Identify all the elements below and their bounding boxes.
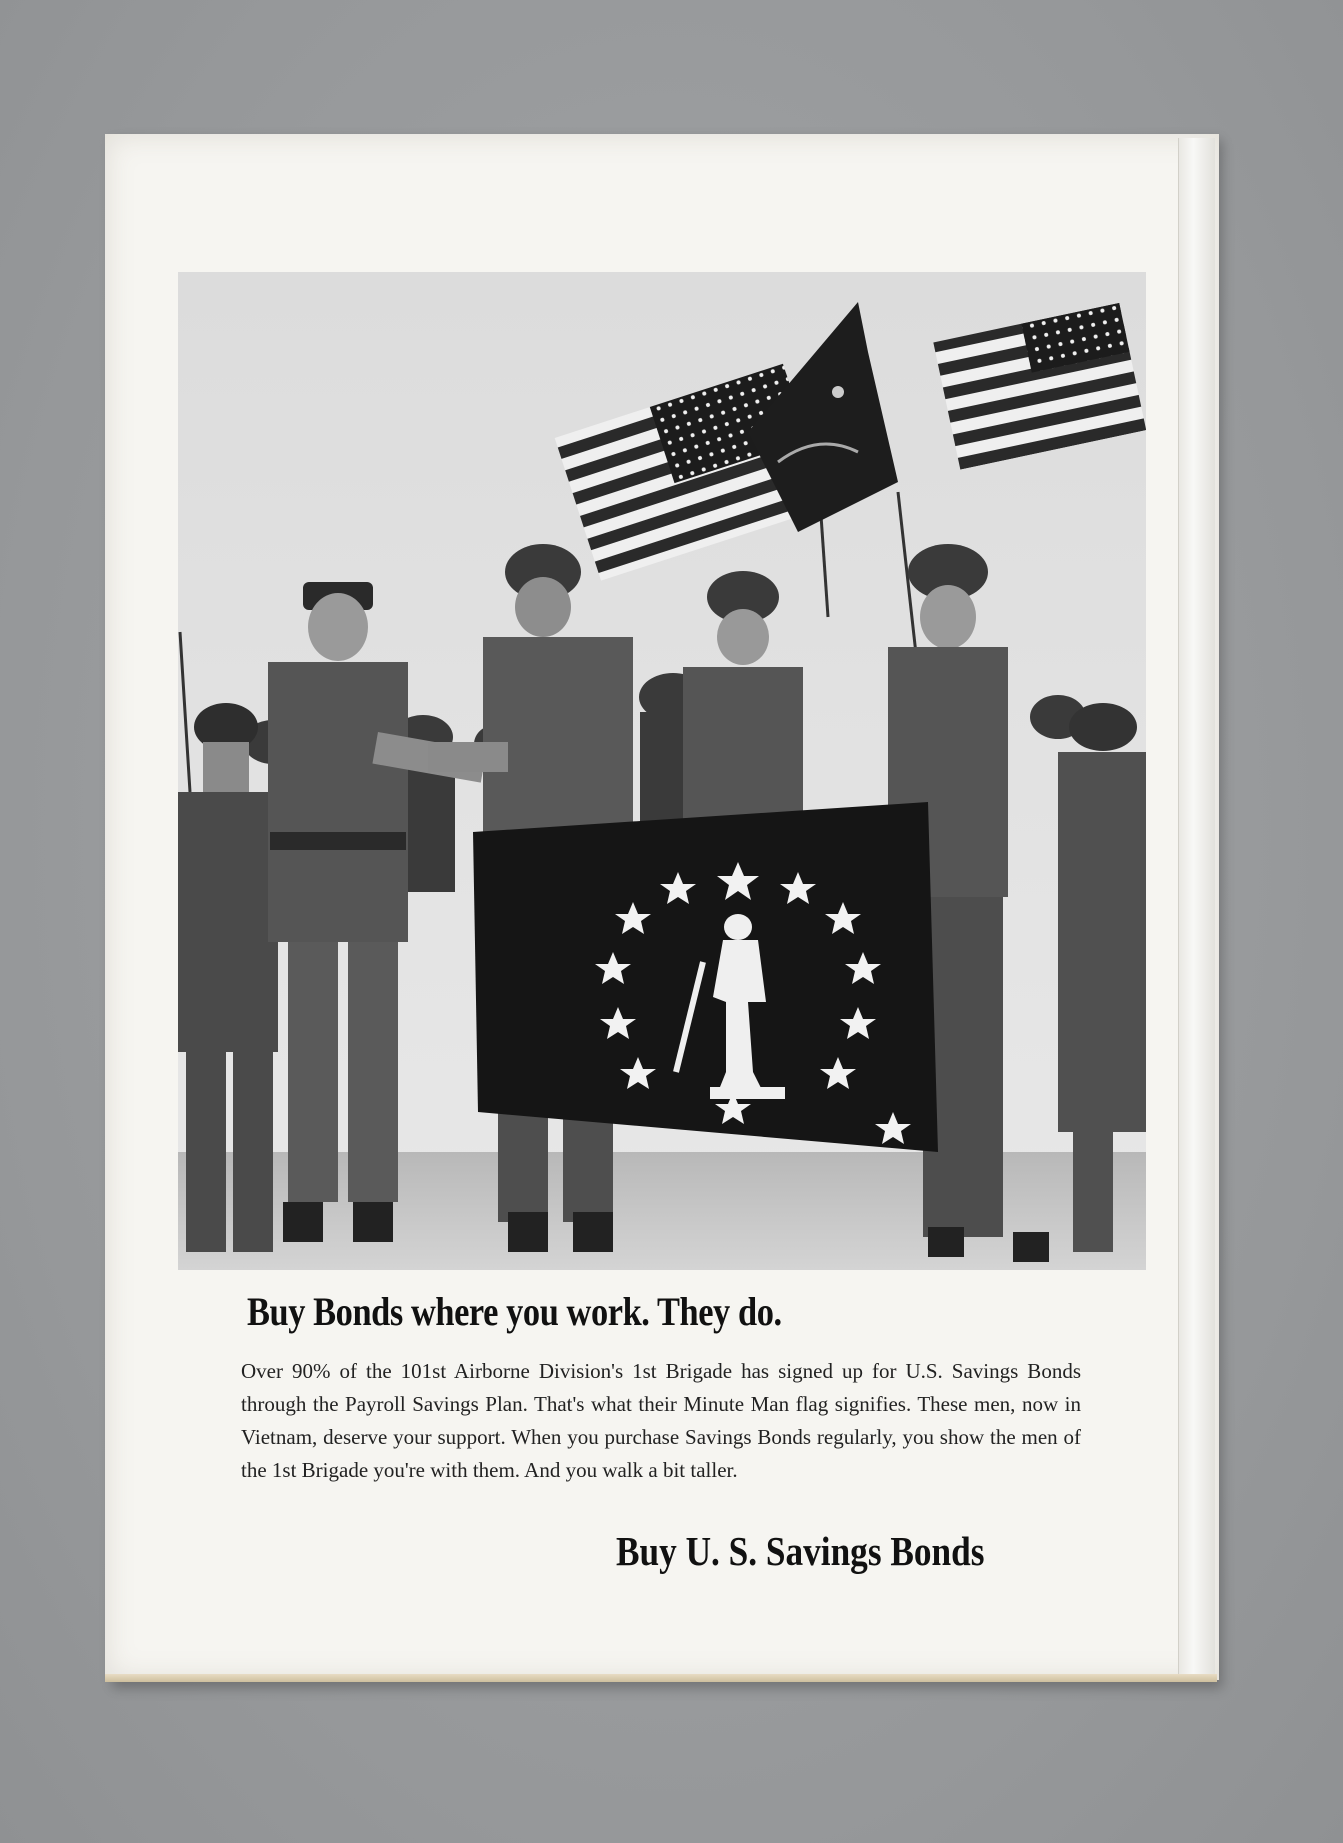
ad-tagline: Buy U. S. Savings Bonds — [616, 1528, 985, 1574]
minute-man-flag-icon — [473, 802, 938, 1152]
soldiers-photograph — [178, 272, 1146, 1270]
ad-body-copy: Over 90% of the 101st Airborne Division's 1st Brigade has signed up for U.S. Savings Bonds through the Payroll Savings Plan. That's what their Minute Man flag signifies. These men, now in Vietnam, deserve your support. When you purchase Savings Bonds regularly, you show the men of the 1st Brigade you're with them. And you walk a bit taller. — [241, 1359, 1081, 1482]
ad-headline: Buy Bonds where you work. They do. — [247, 1289, 782, 1334]
booklet-bottom-edge — [105, 1674, 1217, 1682]
booklet-page-edge — [1178, 138, 1215, 1678]
